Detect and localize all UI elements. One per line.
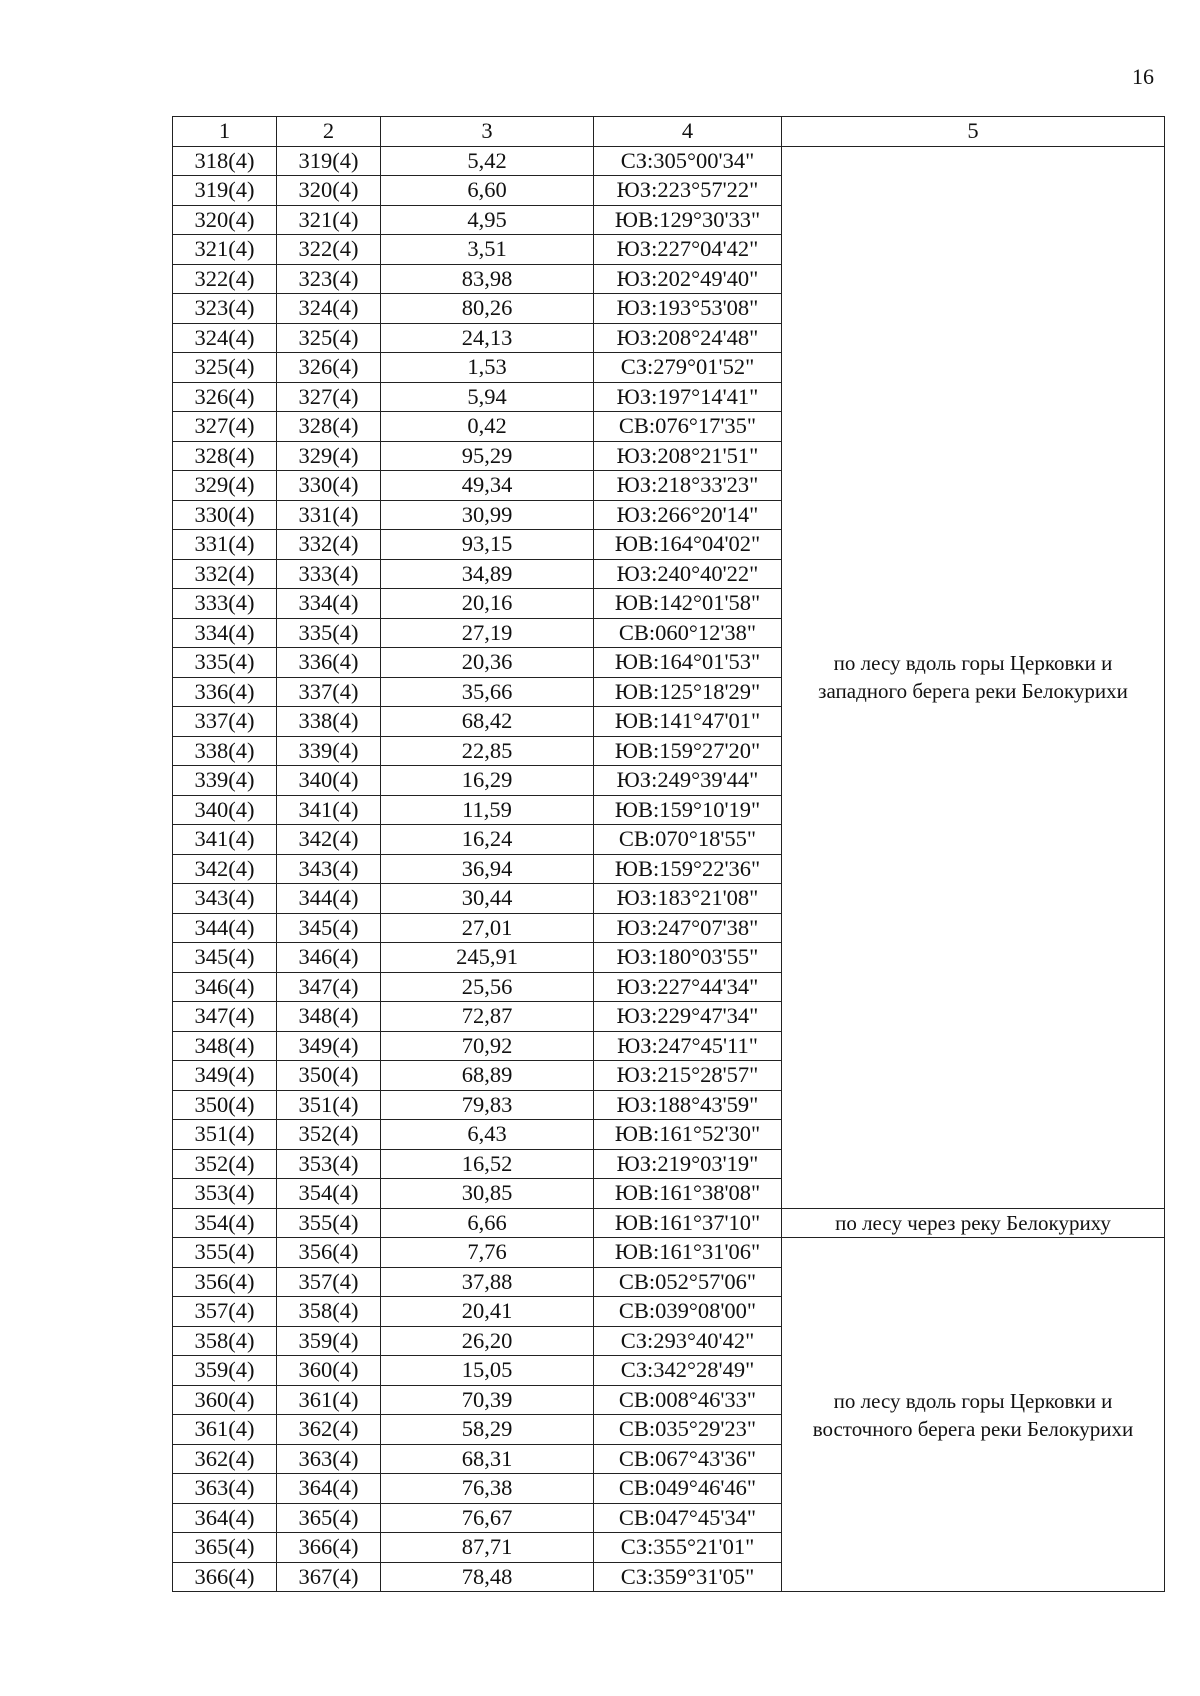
page-number: 16 (1132, 64, 1154, 89)
to-point-cell: 325(4) (277, 323, 381, 353)
length-cell: 11,59 (381, 795, 594, 825)
length-cell: 68,31 (381, 1444, 594, 1474)
length-cell: 25,56 (381, 972, 594, 1002)
to-point-cell: 338(4) (277, 707, 381, 737)
to-point-cell: 349(4) (277, 1031, 381, 1061)
bearing-cell: ЮЗ:229°47'34" (594, 1002, 782, 1032)
length-cell: 27,19 (381, 618, 594, 648)
length-cell: 76,38 (381, 1474, 594, 1504)
bearing-cell: ЮЗ:215°28'57" (594, 1061, 782, 1091)
description-cell: по лесу через реку Белокуриху (782, 1208, 1165, 1238)
to-point-cell: 328(4) (277, 412, 381, 442)
length-cell: 16,52 (381, 1149, 594, 1179)
from-point-cell: 319(4) (173, 176, 277, 206)
length-cell: 26,20 (381, 1326, 594, 1356)
from-point-cell: 329(4) (173, 471, 277, 501)
length-cell: 27,01 (381, 913, 594, 943)
to-point-cell: 364(4) (277, 1474, 381, 1504)
length-cell: 5,94 (381, 382, 594, 412)
bearing-cell: ЮВ:125°18'29" (594, 677, 782, 707)
table-row (173, 146, 1165, 176)
bearing-cell: ЮЗ:227°44'34" (594, 972, 782, 1002)
to-point-cell: 362(4) (277, 1415, 381, 1445)
length-cell: 20,36 (381, 648, 594, 678)
bearing-cell: ЮВ:159°27'20" (594, 736, 782, 766)
to-point-cell: 332(4) (277, 530, 381, 560)
from-point-cell: 322(4) (173, 264, 277, 294)
length-cell: 70,92 (381, 1031, 594, 1061)
from-point-cell: 346(4) (173, 972, 277, 1002)
to-point-cell: 354(4) (277, 1179, 381, 1209)
header-cell: 5 (782, 117, 1165, 147)
length-cell: 58,29 (381, 1415, 594, 1445)
bearing-cell: ЮЗ:208°24'48" (594, 323, 782, 353)
to-point-cell: 351(4) (277, 1090, 381, 1120)
length-cell: 49,34 (381, 471, 594, 501)
to-point-cell: 329(4) (277, 441, 381, 471)
to-point-cell: 348(4) (277, 1002, 381, 1032)
from-point-cell: 357(4) (173, 1297, 277, 1327)
from-point-cell: 320(4) (173, 205, 277, 235)
from-point-cell: 342(4) (173, 854, 277, 884)
to-point-cell: 357(4) (277, 1267, 381, 1297)
bearing-cell: СВ:047°45'34" (594, 1503, 782, 1533)
to-point-cell: 340(4) (277, 766, 381, 796)
bearing-cell: СЗ:359°31'05" (594, 1562, 782, 1592)
from-point-cell: 328(4) (173, 441, 277, 471)
to-point-cell: 326(4) (277, 353, 381, 383)
to-point-cell: 366(4) (277, 1533, 381, 1563)
bearing-cell: ЮВ:159°22'36" (594, 854, 782, 884)
from-point-cell: 362(4) (173, 1444, 277, 1474)
bearing-cell: ЮВ:141°47'01" (594, 707, 782, 737)
length-cell: 3,51 (381, 235, 594, 265)
length-cell: 4,95 (381, 205, 594, 235)
from-point-cell: 331(4) (173, 530, 277, 560)
length-cell: 7,76 (381, 1238, 594, 1268)
length-cell: 15,05 (381, 1356, 594, 1386)
bearing-cell: ЮВ:164°04'02" (594, 530, 782, 560)
from-point-cell: 353(4) (173, 1179, 277, 1209)
from-point-cell: 363(4) (173, 1474, 277, 1504)
bearing-cell: ЮЗ:223°57'22" (594, 176, 782, 206)
length-cell: 68,42 (381, 707, 594, 737)
from-point-cell: 350(4) (173, 1090, 277, 1120)
bearing-cell: СВ:008°46'33" (594, 1385, 782, 1415)
length-cell: 78,48 (381, 1562, 594, 1592)
length-cell: 35,66 (381, 677, 594, 707)
to-point-cell: 361(4) (277, 1385, 381, 1415)
to-point-cell: 336(4) (277, 648, 381, 678)
length-cell: 83,98 (381, 264, 594, 294)
from-point-cell: 332(4) (173, 559, 277, 589)
from-point-cell: 343(4) (173, 884, 277, 914)
to-point-cell: 358(4) (277, 1297, 381, 1327)
to-point-cell: 345(4) (277, 913, 381, 943)
from-point-cell: 324(4) (173, 323, 277, 353)
from-point-cell: 336(4) (173, 677, 277, 707)
length-cell: 87,71 (381, 1533, 594, 1563)
to-point-cell: 363(4) (277, 1444, 381, 1474)
from-point-cell: 330(4) (173, 500, 277, 530)
length-cell: 22,85 (381, 736, 594, 766)
to-point-cell: 320(4) (277, 176, 381, 206)
bearing-cell: СВ:035°29'23" (594, 1415, 782, 1445)
bearing-cell: ЮЗ:197°14'41" (594, 382, 782, 412)
to-point-cell: 344(4) (277, 884, 381, 914)
to-point-cell: 337(4) (277, 677, 381, 707)
from-point-cell: 325(4) (173, 353, 277, 383)
bearing-cell: СВ:070°18'55" (594, 825, 782, 855)
bearing-cell: ЮЗ:188°43'59" (594, 1090, 782, 1120)
description-cell: по лесу вдоль горы Церковки и восточного берега реки Белокурихи (782, 1238, 1165, 1592)
bearing-cell: ЮВ:161°38'08" (594, 1179, 782, 1209)
length-cell: 68,89 (381, 1061, 594, 1091)
from-point-cell: 361(4) (173, 1415, 277, 1445)
to-point-cell: 347(4) (277, 972, 381, 1002)
to-point-cell: 360(4) (277, 1356, 381, 1386)
bearing-cell: ЮЗ:219°03'19" (594, 1149, 782, 1179)
bearing-cell: ЮЗ:266°20'14" (594, 500, 782, 530)
to-point-cell: 350(4) (277, 1061, 381, 1091)
description-cell: по лесу вдоль горы Церковки и западного берега реки Белокурихи (782, 146, 1165, 1208)
from-point-cell: 340(4) (173, 795, 277, 825)
from-point-cell: 327(4) (173, 412, 277, 442)
to-point-cell: 355(4) (277, 1208, 381, 1238)
header-cell: 4 (594, 117, 782, 147)
header-cell: 3 (381, 117, 594, 147)
length-cell: 6,60 (381, 176, 594, 206)
length-cell: 70,39 (381, 1385, 594, 1415)
length-cell: 79,83 (381, 1090, 594, 1120)
to-point-cell: 343(4) (277, 854, 381, 884)
length-cell: 36,94 (381, 854, 594, 884)
to-point-cell: 331(4) (277, 500, 381, 530)
table-row (173, 1238, 1165, 1268)
to-point-cell: 324(4) (277, 294, 381, 324)
length-cell: 245,91 (381, 943, 594, 973)
length-cell: 20,41 (381, 1297, 594, 1327)
length-cell: 1,53 (381, 353, 594, 383)
from-point-cell: 364(4) (173, 1503, 277, 1533)
to-point-cell: 365(4) (277, 1503, 381, 1533)
to-point-cell: 319(4) (277, 146, 381, 176)
from-point-cell: 338(4) (173, 736, 277, 766)
to-point-cell: 341(4) (277, 795, 381, 825)
length-cell: 34,89 (381, 559, 594, 589)
from-point-cell: 352(4) (173, 1149, 277, 1179)
length-cell: 30,44 (381, 884, 594, 914)
to-point-cell: 321(4) (277, 205, 381, 235)
from-point-cell: 335(4) (173, 648, 277, 678)
from-point-cell: 333(4) (173, 589, 277, 619)
to-point-cell: 339(4) (277, 736, 381, 766)
header-cell: 2 (277, 117, 381, 147)
to-point-cell: 333(4) (277, 559, 381, 589)
bearing-cell: ЮЗ:218°33'23" (594, 471, 782, 501)
from-point-cell: 356(4) (173, 1267, 277, 1297)
bearing-cell: СВ:076°17'35" (594, 412, 782, 442)
from-point-cell: 341(4) (173, 825, 277, 855)
length-cell: 0,42 (381, 412, 594, 442)
length-cell: 95,29 (381, 441, 594, 471)
from-point-cell: 348(4) (173, 1031, 277, 1061)
length-cell: 16,29 (381, 766, 594, 796)
to-point-cell: 356(4) (277, 1238, 381, 1268)
to-point-cell: 334(4) (277, 589, 381, 619)
bearing-cell: СВ:052°57'06" (594, 1267, 782, 1297)
from-point-cell: 354(4) (173, 1208, 277, 1238)
length-cell: 6,66 (381, 1208, 594, 1238)
from-point-cell: 345(4) (173, 943, 277, 973)
bearing-cell: СВ:049°46'46" (594, 1474, 782, 1504)
to-point-cell: 352(4) (277, 1120, 381, 1150)
bearing-cell: ЮЗ:193°53'08" (594, 294, 782, 324)
header-cell: 1 (173, 117, 277, 147)
header-row (173, 117, 1165, 147)
length-cell: 76,67 (381, 1503, 594, 1533)
bearing-cell: СЗ:355°21'01" (594, 1533, 782, 1563)
bearing-cell: ЮВ:129°30'33" (594, 205, 782, 235)
to-point-cell: 335(4) (277, 618, 381, 648)
bearing-cell: СВ:067°43'36" (594, 1444, 782, 1474)
length-cell: 93,15 (381, 530, 594, 560)
from-point-cell: 318(4) (173, 146, 277, 176)
length-cell: 16,24 (381, 825, 594, 855)
bearing-cell: СЗ:305°00'34" (594, 146, 782, 176)
bearing-cell: ЮВ:161°37'10" (594, 1208, 782, 1238)
bearing-cell: СЗ:279°01'52" (594, 353, 782, 383)
bearing-cell: СЗ:342°28'49" (594, 1356, 782, 1386)
bearing-cell: ЮЗ:240°40'22" (594, 559, 782, 589)
length-cell: 80,26 (381, 294, 594, 324)
from-point-cell: 351(4) (173, 1120, 277, 1150)
table-body (173, 117, 1165, 1592)
to-point-cell: 353(4) (277, 1149, 381, 1179)
to-point-cell: 322(4) (277, 235, 381, 265)
length-cell: 72,87 (381, 1002, 594, 1032)
from-point-cell: 347(4) (173, 1002, 277, 1032)
bearing-cell: ЮВ:164°01'53" (594, 648, 782, 678)
to-point-cell: 359(4) (277, 1326, 381, 1356)
bearing-cell: ЮВ:161°52'30" (594, 1120, 782, 1150)
bearing-cell: ЮВ:142°01'58" (594, 589, 782, 619)
bearing-cell: ЮЗ:249°39'44" (594, 766, 782, 796)
length-cell: 30,85 (381, 1179, 594, 1209)
from-point-cell: 339(4) (173, 766, 277, 796)
length-cell: 24,13 (381, 323, 594, 353)
bearing-cell: ЮЗ:183°21'08" (594, 884, 782, 914)
length-cell: 6,43 (381, 1120, 594, 1150)
bearing-cell: ЮЗ:202°49'40" (594, 264, 782, 294)
to-point-cell: 342(4) (277, 825, 381, 855)
from-point-cell: 359(4) (173, 1356, 277, 1386)
from-point-cell: 337(4) (173, 707, 277, 737)
length-cell: 5,42 (381, 146, 594, 176)
from-point-cell: 344(4) (173, 913, 277, 943)
boundary-table (172, 116, 1165, 1592)
length-cell: 37,88 (381, 1267, 594, 1297)
bearing-cell: СВ:039°08'00" (594, 1297, 782, 1327)
bearing-cell: ЮЗ:180°03'55" (594, 943, 782, 973)
bearing-cell: ЮЗ:208°21'51" (594, 441, 782, 471)
from-point-cell: 355(4) (173, 1238, 277, 1268)
to-point-cell: 330(4) (277, 471, 381, 501)
from-point-cell: 334(4) (173, 618, 277, 648)
table-row (173, 1208, 1165, 1238)
from-point-cell: 321(4) (173, 235, 277, 265)
to-point-cell: 323(4) (277, 264, 381, 294)
bearing-cell: ЮЗ:247°45'11" (594, 1031, 782, 1061)
bearing-cell: СЗ:293°40'42" (594, 1326, 782, 1356)
to-point-cell: 367(4) (277, 1562, 381, 1592)
to-point-cell: 327(4) (277, 382, 381, 412)
length-cell: 20,16 (381, 589, 594, 619)
bearing-cell: СВ:060°12'38" (594, 618, 782, 648)
bearing-cell: ЮВ:159°10'19" (594, 795, 782, 825)
from-point-cell: 366(4) (173, 1562, 277, 1592)
from-point-cell: 360(4) (173, 1385, 277, 1415)
from-point-cell: 349(4) (173, 1061, 277, 1091)
from-point-cell: 326(4) (173, 382, 277, 412)
from-point-cell: 358(4) (173, 1326, 277, 1356)
from-point-cell: 365(4) (173, 1533, 277, 1563)
bearing-cell: ЮЗ:247°07'38" (594, 913, 782, 943)
from-point-cell: 323(4) (173, 294, 277, 324)
to-point-cell: 346(4) (277, 943, 381, 973)
bearing-cell: ЮВ:161°31'06" (594, 1238, 782, 1268)
bearing-cell: ЮЗ:227°04'42" (594, 235, 782, 265)
length-cell: 30,99 (381, 500, 594, 530)
